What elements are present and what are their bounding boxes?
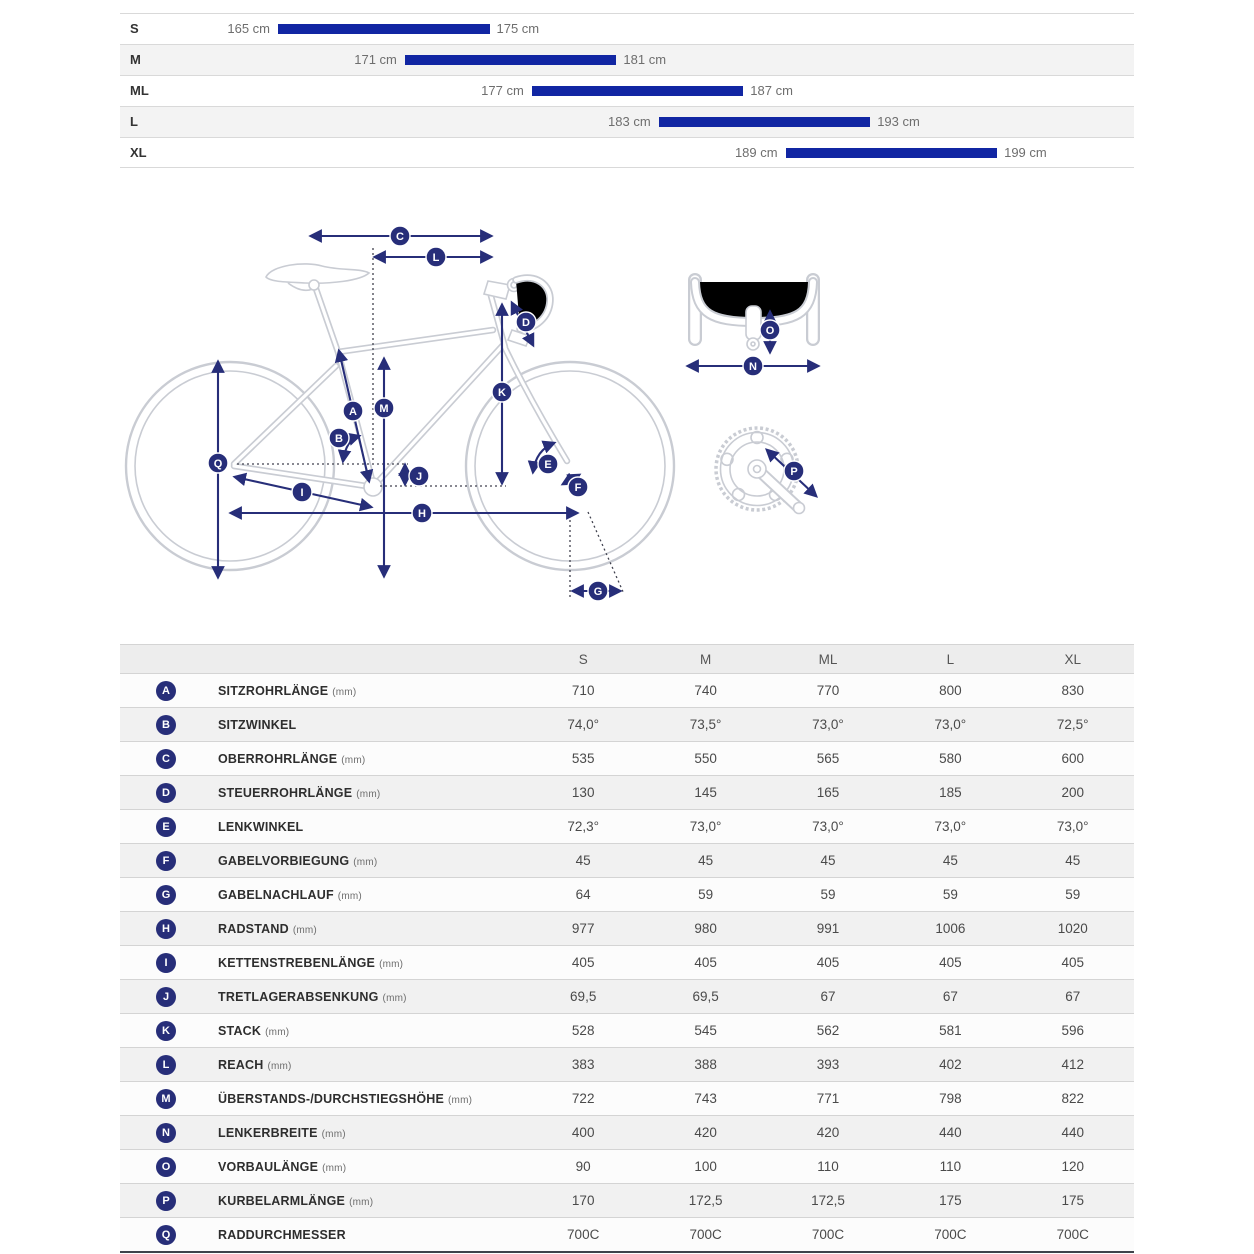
value-B-M: 73,5° — [689, 717, 722, 732]
value-C-M: 550 — [694, 751, 717, 766]
row-unit: (mm) — [292, 924, 317, 936]
value-P-XL: 175 — [1061, 1193, 1085, 1208]
table-row-L — [120, 1047, 1134, 1081]
column-header-M: M — [699, 651, 712, 667]
row-badge: C — [156, 749, 176, 769]
svg-text:L: L — [432, 252, 440, 264]
row-label: REACH (mm) — [218, 1057, 292, 1072]
value-M-L: 798 — [939, 1091, 962, 1106]
geo-point-badge-O — [760, 320, 780, 340]
value-J-S: 69,5 — [570, 989, 597, 1004]
value-I-ML: 405 — [816, 955, 840, 970]
table-row-E — [120, 809, 1134, 843]
min-height-label: 183 cm — [608, 114, 651, 129]
table-row-P — [120, 1183, 1134, 1217]
value-L-S: 383 — [571, 1057, 595, 1072]
table-row-O — [120, 1149, 1134, 1183]
table-row-J — [120, 979, 1134, 1013]
table-row-G — [120, 877, 1134, 911]
row-badge: E — [156, 817, 176, 837]
row-badge: I — [156, 953, 176, 973]
value-F-ML: 45 — [820, 853, 836, 868]
max-height-label: 187 cm — [750, 83, 793, 98]
size-row-ML — [120, 75, 1134, 106]
value-D-L: 185 — [939, 785, 962, 800]
row-label: RADDURCHMESSER — [218, 1227, 346, 1242]
min-height-label: 165 cm — [227, 21, 270, 36]
value-G-S: 64 — [575, 887, 591, 902]
value-N-ML: 420 — [816, 1125, 840, 1140]
row-unit: (mm) — [265, 1026, 290, 1038]
max-height-label: 181 cm — [623, 52, 667, 67]
geo-point-badge-L — [426, 247, 446, 267]
value-P-S: 170 — [571, 1193, 595, 1208]
value-J-XL: 67 — [1065, 989, 1081, 1004]
value-E-ML: 73,0° — [812, 819, 844, 834]
row-badge: F — [156, 851, 176, 871]
value-A-XL: 830 — [1061, 683, 1085, 698]
min-height-label: 177 cm — [481, 83, 524, 98]
size-row-M — [120, 44, 1134, 75]
table-row-C — [120, 741, 1134, 775]
table-row-K — [120, 1013, 1134, 1047]
row-unit: (mm) — [379, 958, 404, 970]
row-label: RADSTAND (mm) — [218, 921, 317, 936]
row-badge: O — [156, 1157, 176, 1177]
height-range-bar — [405, 55, 617, 65]
svg-text:G: G — [593, 586, 603, 598]
size-row-S — [120, 13, 1134, 44]
geometry-diagram — [0, 210, 1254, 640]
value-E-XL: 73,0° — [1056, 819, 1089, 834]
row-badge: Q — [156, 1225, 176, 1245]
value-H-M: 980 — [694, 921, 717, 936]
size-label: XL — [130, 145, 147, 160]
max-height-label: 193 cm — [877, 114, 920, 129]
size-label: L — [130, 114, 138, 129]
row-badge: K — [156, 1021, 176, 1041]
row-unit: (mm) — [322, 1162, 347, 1174]
height-range-bar — [659, 117, 871, 127]
rider-height-range-chart — [120, 13, 1134, 168]
row-label: OBERROHRLÄNGE (mm) — [218, 751, 366, 766]
geo-point-badge-P — [784, 461, 804, 481]
row-label: STACK (mm) — [218, 1023, 290, 1038]
value-D-XL: 200 — [1061, 785, 1085, 800]
value-K-S: 528 — [571, 1023, 595, 1038]
value-P-ML: 172,5 — [811, 1193, 845, 1208]
svg-text:I: I — [300, 487, 304, 499]
geo-point-badge-H — [412, 503, 432, 523]
svg-text:N: N — [749, 361, 757, 373]
svg-text:Q: Q — [213, 458, 223, 470]
row-badge: A — [156, 681, 176, 701]
value-E-S: 72,3° — [567, 819, 600, 834]
size-label: ML — [130, 83, 149, 98]
geo-point-badge-C — [390, 226, 410, 246]
geo-point-badge-Q — [208, 453, 228, 473]
row-unit: (mm) — [337, 890, 362, 902]
table-row-B — [120, 707, 1134, 741]
value-B-ML: 73,0° — [812, 717, 844, 732]
value-D-M: 145 — [694, 785, 717, 800]
row-unit: (mm) — [332, 686, 357, 698]
table-row-I — [120, 945, 1134, 979]
value-N-XL: 440 — [1061, 1125, 1085, 1140]
row-label: ÜBERSTANDS-/DURCHSTIEGSHÖHE (mm) — [218, 1091, 473, 1106]
height-range-bar — [278, 24, 490, 34]
geo-point-badge-B — [329, 428, 349, 448]
value-O-ML: 110 — [817, 1159, 839, 1174]
geometry-table-body — [120, 673, 1134, 1251]
max-height-label: 199 cm — [1004, 145, 1047, 160]
pedal-hole — [794, 503, 805, 514]
row-label: GABELNACHLAUF (mm) — [218, 887, 362, 902]
svg-text:M: M — [379, 403, 389, 415]
svg-text:F: F — [574, 482, 582, 494]
value-B-L: 73,0° — [934, 717, 967, 732]
value-C-L: 580 — [939, 751, 962, 766]
table-row-F — [120, 843, 1134, 877]
row-label: LENKERBREITE (mm) — [218, 1125, 346, 1140]
geometry-table-header — [120, 644, 1134, 673]
geo-point-badge-F — [568, 477, 588, 497]
row-unit: (mm) — [267, 1060, 292, 1072]
value-H-S: 977 — [571, 921, 595, 936]
row-unit: (mm) — [382, 992, 407, 1004]
value-K-L: 581 — [939, 1023, 962, 1038]
row-label: VORBAULÄNGE (mm) — [218, 1159, 347, 1174]
rear-wheel — [126, 362, 334, 570]
value-H-ML: 991 — [816, 921, 840, 936]
handlebar-top-view — [695, 280, 813, 350]
saddle — [266, 264, 369, 283]
value-K-ML: 562 — [816, 1023, 840, 1038]
table-row-A — [120, 673, 1134, 707]
value-Q-XL: 700C — [1056, 1227, 1089, 1242]
height-range-bar — [532, 86, 744, 96]
geo-point-badge-J — [409, 466, 429, 486]
geo-point-badge-M — [374, 398, 394, 418]
row-badge: D — [156, 783, 176, 803]
value-K-M: 545 — [694, 1023, 717, 1038]
geo-point-badge-G — [588, 581, 608, 601]
value-I-S: 405 — [571, 955, 595, 970]
row-badge: H — [156, 919, 176, 939]
value-G-ML: 59 — [820, 887, 836, 902]
value-N-L: 440 — [939, 1125, 962, 1140]
value-G-XL: 59 — [1065, 887, 1081, 902]
geo-point-badge-D — [516, 312, 536, 332]
row-label: LENKWINKEL — [218, 819, 304, 834]
max-height-label: 175 cm — [496, 21, 540, 36]
table-row-H — [120, 911, 1134, 945]
value-A-L: 800 — [939, 683, 962, 698]
geo-point-badge-E — [538, 454, 558, 474]
value-J-L: 67 — [942, 989, 958, 1004]
value-C-ML: 565 — [816, 751, 840, 766]
column-header-S: S — [578, 651, 588, 667]
table-row-Q — [120, 1217, 1134, 1251]
value-Q-L: 700C — [934, 1227, 967, 1242]
size-row-XL — [120, 137, 1134, 168]
size-label: M — [130, 52, 141, 67]
row-unit: (mm) — [356, 788, 381, 800]
value-D-ML: 165 — [816, 785, 840, 800]
value-H-L: 1006 — [935, 921, 966, 936]
row-badge: B — [156, 715, 176, 735]
svg-text:D: D — [522, 317, 530, 329]
row-unit: (mm) — [448, 1094, 473, 1106]
stem-clamp — [746, 306, 761, 340]
value-E-M: 73,0° — [689, 819, 722, 834]
row-label: KETTENSTREBENLÄNGE (mm) — [218, 955, 404, 970]
value-F-XL: 45 — [1065, 853, 1081, 868]
row-label: SITZROHRLÄNGE (mm) — [218, 683, 357, 698]
value-J-M: 69,5 — [692, 989, 719, 1004]
geo-point-badge-A — [343, 401, 363, 421]
value-L-ML: 393 — [816, 1057, 840, 1072]
svg-text:H: H — [418, 508, 426, 520]
row-badge: P — [156, 1191, 176, 1211]
table-row-N — [120, 1115, 1134, 1149]
row-unit: (mm) — [321, 1128, 346, 1140]
value-P-L: 175 — [939, 1193, 962, 1208]
value-I-XL: 405 — [1061, 955, 1085, 970]
value-H-XL: 1020 — [1057, 921, 1088, 936]
size-label: S — [130, 21, 139, 36]
value-N-S: 400 — [571, 1125, 595, 1140]
row-label: STEUERROHRLÄNGE (mm) — [218, 785, 381, 800]
value-M-S: 722 — [571, 1091, 595, 1106]
row-label: KURBELARMLÄNGE (mm) — [218, 1193, 374, 1208]
value-F-S: 45 — [575, 853, 591, 868]
value-A-M: 740 — [694, 683, 717, 698]
value-G-M: 59 — [698, 887, 714, 902]
value-G-L: 59 — [942, 887, 958, 902]
value-I-M: 405 — [694, 955, 717, 970]
value-Q-S: 700C — [567, 1227, 600, 1242]
value-O-S: 90 — [575, 1159, 591, 1174]
geo-point-badge-I — [292, 482, 312, 502]
value-M-ML: 771 — [816, 1091, 840, 1106]
min-height-label: 171 cm — [354, 52, 397, 67]
geometry-table — [120, 644, 1134, 1253]
svg-text:J: J — [415, 471, 423, 483]
value-C-XL: 600 — [1061, 751, 1085, 766]
value-C-S: 535 — [571, 751, 595, 766]
value-A-ML: 770 — [816, 683, 840, 698]
value-F-M: 45 — [698, 853, 714, 868]
svg-text:C: C — [396, 231, 404, 243]
crank-axle — [748, 460, 766, 478]
value-B-XL: 72,5° — [1056, 717, 1089, 732]
value-Q-M: 700C — [689, 1227, 722, 1242]
height-range-bar — [786, 148, 998, 158]
value-K-XL: 596 — [1061, 1023, 1085, 1038]
value-M-M: 743 — [694, 1091, 717, 1106]
value-I-L: 405 — [939, 955, 962, 970]
value-Q-ML: 700C — [811, 1227, 845, 1242]
value-P-M: 172,5 — [688, 1193, 723, 1208]
row-unit: (mm) — [341, 754, 366, 766]
bike-frame — [234, 264, 567, 496]
svg-text:B: B — [335, 433, 343, 445]
bottom-bracket — [364, 478, 382, 496]
row-badge: L — [156, 1055, 176, 1075]
value-O-M: 100 — [694, 1159, 717, 1174]
svg-text:K: K — [498, 387, 506, 399]
value-J-ML: 67 — [820, 989, 836, 1004]
svg-text:A: A — [349, 406, 357, 418]
seatpost-clamp — [309, 280, 319, 290]
geo-point-badge-N — [743, 356, 763, 376]
table-row-M — [120, 1081, 1134, 1115]
column-header-ML: ML — [818, 651, 838, 667]
row-label: GABELVORBIEGUNG (mm) — [218, 853, 378, 868]
value-A-S: 710 — [571, 683, 595, 698]
min-height-label: 189 cm — [734, 145, 778, 160]
row-badge: G — [156, 885, 176, 905]
row-badge: J — [156, 987, 176, 1007]
value-L-M: 388 — [694, 1057, 717, 1072]
geo-point-badge-K — [492, 382, 512, 402]
svg-text:P: P — [790, 466, 798, 478]
table-row-D — [120, 775, 1134, 809]
value-B-S: 74,0° — [567, 717, 600, 732]
column-header-XL: XL — [1064, 651, 1082, 667]
value-F-L: 45 — [942, 853, 958, 868]
value-D-S: 130 — [571, 785, 595, 800]
row-label: TRETLAGERABSENKUNG (mm) — [218, 989, 407, 1004]
value-L-XL: 412 — [1061, 1057, 1085, 1072]
value-O-L: 110 — [939, 1159, 962, 1174]
column-header-L: L — [946, 651, 955, 667]
svg-text:O: O — [765, 325, 775, 337]
value-O-XL: 120 — [1061, 1159, 1085, 1174]
value-N-M: 420 — [694, 1125, 717, 1140]
row-label: SITZWINKEL — [218, 717, 297, 732]
value-L-L: 402 — [939, 1057, 962, 1072]
row-badge: N — [156, 1123, 176, 1143]
row-badge: M — [156, 1089, 176, 1109]
value-E-L: 73,0° — [934, 819, 967, 834]
value-M-XL: 822 — [1061, 1091, 1085, 1106]
row-unit: (mm) — [349, 1196, 374, 1208]
row-unit: (mm) — [353, 856, 378, 868]
svg-text:E: E — [544, 459, 552, 471]
size-row-L — [120, 106, 1134, 137]
